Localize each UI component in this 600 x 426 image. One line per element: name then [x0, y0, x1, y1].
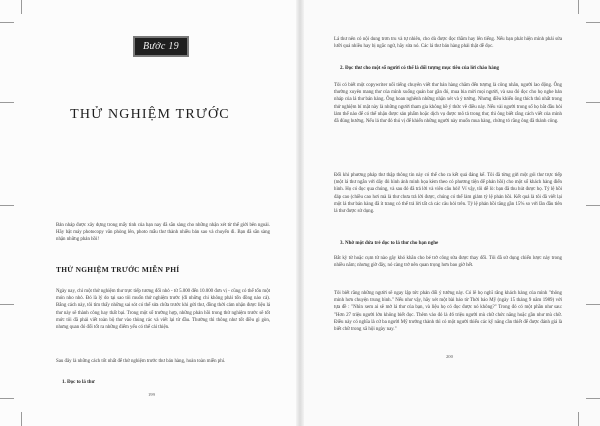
right-paragraph-1: Lá thư nên có nội dung trơn tru và tự nhiên, cho dù được đọc thầm hay lên tiếng. Nếu bạn phát hiện mình phải sửa lưỡi quá nhiều hay bị ngắc ngứ, hãy sửa nó. Các lá thư bán hàng phải thật dễ đọc.	[334, 37, 562, 50]
chapter-label: Bước 19	[133, 36, 189, 57]
crop-mark	[586, 22, 600, 23]
crop-mark	[0, 205, 14, 206]
section-paragraph-2: Sau đây là những cách tốt nhất để thử nghiệm trước thư bán hàng, hoàn toàn miễn phí.	[56, 359, 226, 364]
subhead-read-aloud: 1. Đọc to lá thư	[62, 380, 95, 385]
crop-mark	[0, 102, 14, 103]
page-number-left: 199	[148, 392, 155, 397]
crop-mark	[0, 398, 14, 399]
section-heading: THỬ NGHIỆM TRƯỚC MIỄN PHÍ	[56, 265, 180, 274]
section-paragraph: Ngày nay, chỉ một thử nghiệm thư trực tiếp tương đối nhỏ - từ 5.000 đến 10.000 đơn vị - cũng có thể tốn một món nho nhỏ. Đó là lý do tại sao tôi muốn thử nghiệm trước (đi những chi không phải tốn đồng nào cả). Bằng cách này, tôi tìm thấy những sai sót có thể sửa chữa trước khi gửi thư, đồng thời cảm nhận được liệu lá thư này sẽ thành công hay thất bại. Trong một số trường hợp, những phản hồi trong thử nghiệm trước sẽ tốt mức tôi đã phải viết toàn bộ thư vào thùng rác và viết lại từ đầu. Thường thì thông như tốt điều gì gòn, nhưng quan đó đổi tốt ra những điểm yếu có thể cải thiện.	[56, 289, 270, 331]
crop-mark	[0, 22, 14, 23]
right-subhead-1: 2. Đọc thư cho một số người có thể là đối tượng mục tiêu của lời chào hàng	[340, 66, 499, 71]
crop-mark	[578, 0, 579, 14]
crop-mark	[0, 304, 14, 305]
right-page	[300, 0, 600, 426]
crop-mark	[586, 205, 600, 206]
page-number-right: 200	[446, 354, 453, 359]
crop-mark	[586, 304, 600, 305]
right-subhead-2: 3. Nhờ một đứa trẻ đọc to lá thư cho bạn nghe	[340, 241, 439, 246]
crop-mark	[586, 398, 600, 399]
chapter-title: THỬ NGHIỆM TRƯỚC	[70, 107, 230, 122]
book-gutter	[296, 0, 304, 426]
crop-mark	[21, 0, 22, 14]
right-paragraph-4: Bắt kỳ từ hoặc cụm từ nào gây khó khăn cho bé trở công sửa được thay đổi. Tôi đã sử dụng chiến lược này trong nhiều năm; nhưng giờ đây, nó càng trở nên quan trọng hơn bao giờ hết.	[334, 256, 562, 269]
intro-paragraph: Bản nháp được xây dựng trong mấy tinh của bạn nay đã sẵn sàng cho những nhận xét từ thế giới bên ngoài. Hãy bật máy photocopy văn phòng lên, photo mẫu thư thành nhiều bản sao và chuyển đi. Bạn đã sẵn sàng nhận những phản hồi!	[56, 223, 270, 243]
right-paragraph-2: Tôi có biết một copywriter nổi tiếng chuyên viết thư bán hàng chăm đến tượng là công nhân, người lao động. Ông thường xuyên mang thư của mình xuống quán bar gần đó, mua bia mời mọi người, và sau đó đọc cho họ nghe bản nháp của lá thư bán hàng. Ông hoan nghênh những nhận xét và ý tưởng. Nhưng điều khiến ông thích thú nhất trong thử nghiệm bí mật này là những người tham gia không hề ý thức về điều này. Nếu vài người trong số họ bắt đầu hỏi làm thế nào để có thể nhận được sản phẩm hoặc dịch vụ được mô tả trong thư, thì ông biết rằng cách viết của mình đã đúng hướng. Nếu lá thư đó thú vị để khiến những người này muốn mua hàng, chứng tỏ rằng ông đã thành công.	[334, 83, 562, 125]
right-paragraph-3: Đối khi phương pháp thư thập thông tin này có thể cho ra kết quả đáng kể. Tôi đã từng gửi một gói thư trực tiếp (một lá thư ngắn với dây đủ hình ảnh minh họa kèm theo có phương tiện để phản hồi) cho một số khách hàng điển hình. Họ có đọc qua chúng, và sau đó đã trả lời và viên câu hỏi! Ví vậy, tôi dễ lò: bạn đã thu hút được họ. Tỷ lệ hồi đáp cao (chiều cao hơi mà là thư chưa trả lời được, chúng có thể làm giảm tỷ lệ phản hồi. Kết quả là tôi đã viết lại một lá thư bán hàng đã ít trang có thể trả lời tất cả các câu hỏi trên. Tỷ lệ phản hồi tăng gần 15% so với lần đầu tiên lá thư được sử dụng.	[334, 173, 562, 215]
crop-mark	[578, 412, 579, 426]
crop-mark	[586, 102, 600, 103]
right-paragraph-5: Tôi biết rằng những người sẽ ngay lập tức phản đối ý tưởng này. Có lẽ họ nghĩ rằng khách hàng của mình "thông minh hơn chuyện trung bình." Nếu như vậy, hãy xét một bài báo từ Thời báo Mỹ (ngày 15 tháng 9 năm 1989) với tựa đề : "Nhìn xem ai sẽ mở lá thư của bạn, và liệu họ có đọc được nó không?" Trong đó có một phần như sau: "Hơn 27 triệu người lớn không biết đọc. Thêm vào đó là 46 triệu người mù chữ chức năng hoặc gần như mù chữ. Điều này có nghĩa là cứ ba người Mỹ trưởng thành thì có một người thiếu các kỹ năng cần thiết để được đánh giá là biết chữ trong xã hội ngày nay."	[334, 291, 562, 333]
crop-mark	[21, 412, 22, 426]
